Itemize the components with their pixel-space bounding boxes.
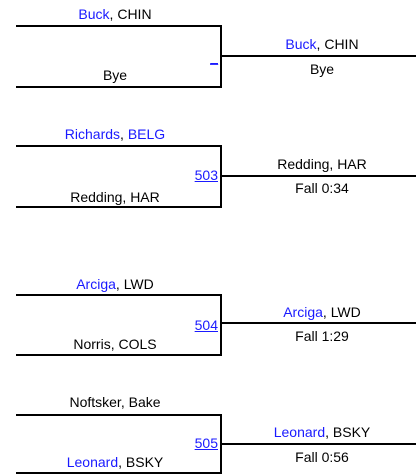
match-result: Bye	[309, 61, 335, 77]
wrestler-bottom: Norris, COLS	[73, 336, 157, 352]
team-code: CHIN	[117, 6, 152, 22]
match-result: Fall 1:29	[295, 328, 349, 344]
winner-entry: Buck, CHIN	[285, 36, 359, 52]
wrestler-top: Arciga, LWD	[76, 276, 154, 292]
team-code: Bake	[128, 394, 161, 410]
team-code: LWD	[330, 304, 361, 320]
wrestler-bottom: Leonard, BSKY	[66, 454, 164, 470]
winner-entry: Leonard, BSKY	[273, 424, 371, 440]
team-code: COLS	[118, 336, 157, 352]
winner-name-link[interactable]: Leonard	[273, 424, 326, 440]
bracket-line-top	[16, 294, 222, 296]
wrestler-name-link[interactable]: Buck	[78, 6, 110, 22]
bracket-line-top	[16, 414, 222, 416]
bout-number-link[interactable]: _	[210, 49, 218, 65]
wrestler-name-link[interactable]: Arciga	[76, 276, 116, 292]
winner-name: Redding	[277, 156, 330, 172]
wrestler-bottom	[30, 67, 200, 83]
wrestler-name: Noftsker	[69, 394, 121, 410]
wrestler-name: Norris	[73, 336, 111, 352]
team-code: CHIN	[324, 36, 359, 52]
winner-name-link[interactable]: Arciga	[283, 304, 323, 320]
team-code: LWD	[123, 276, 154, 292]
bracket-line-winner	[220, 322, 416, 324]
wrestler-top: Noftsker, Bake	[69, 394, 161, 410]
bout-number-link[interactable]: 503	[194, 167, 218, 183]
bracket-line-top	[16, 25, 222, 27]
bracket-line-bottom	[16, 472, 222, 474]
team-code: HAR	[130, 189, 160, 205]
bracket-connector	[220, 294, 222, 356]
bracket-line-winner	[220, 175, 416, 177]
team-code: HAR	[337, 156, 367, 172]
bracket-line-top	[16, 145, 222, 147]
bracket-line-bottom	[16, 86, 222, 88]
team-code[interactable]: BELG	[127, 126, 166, 142]
bracket-line-winner	[220, 55, 416, 57]
wrestler-name: Redding	[70, 189, 123, 205]
team-code: BSKY	[125, 454, 164, 470]
bracket-line-bottom	[16, 206, 222, 208]
match-result: Fall 0:56	[295, 449, 349, 465]
match-result: Fall 0:34	[295, 180, 349, 196]
wrestler-bottom: Redding, HAR	[70, 189, 160, 205]
bout-number-link[interactable]: 504	[194, 317, 218, 333]
winner-entry: Arciga, LWD	[283, 304, 361, 320]
wrestler-name-link[interactable]: Leonard	[66, 454, 119, 470]
team-code: BSKY	[332, 424, 371, 440]
bracket-line-bottom	[16, 354, 222, 356]
bout-number-link[interactable]: 505	[194, 435, 218, 451]
wrestler-name-link[interactable]: Richards	[64, 126, 121, 142]
winner-name-link[interactable]: Buck	[285, 36, 317, 52]
wrestler-top: Buck, CHIN	[78, 6, 152, 22]
winner-entry: Redding, HAR	[277, 156, 367, 172]
wrestler-name: Bye	[102, 67, 128, 83]
bracket-line-winner	[220, 443, 416, 445]
wrestler-top: Richards, BELG	[64, 126, 166, 142]
